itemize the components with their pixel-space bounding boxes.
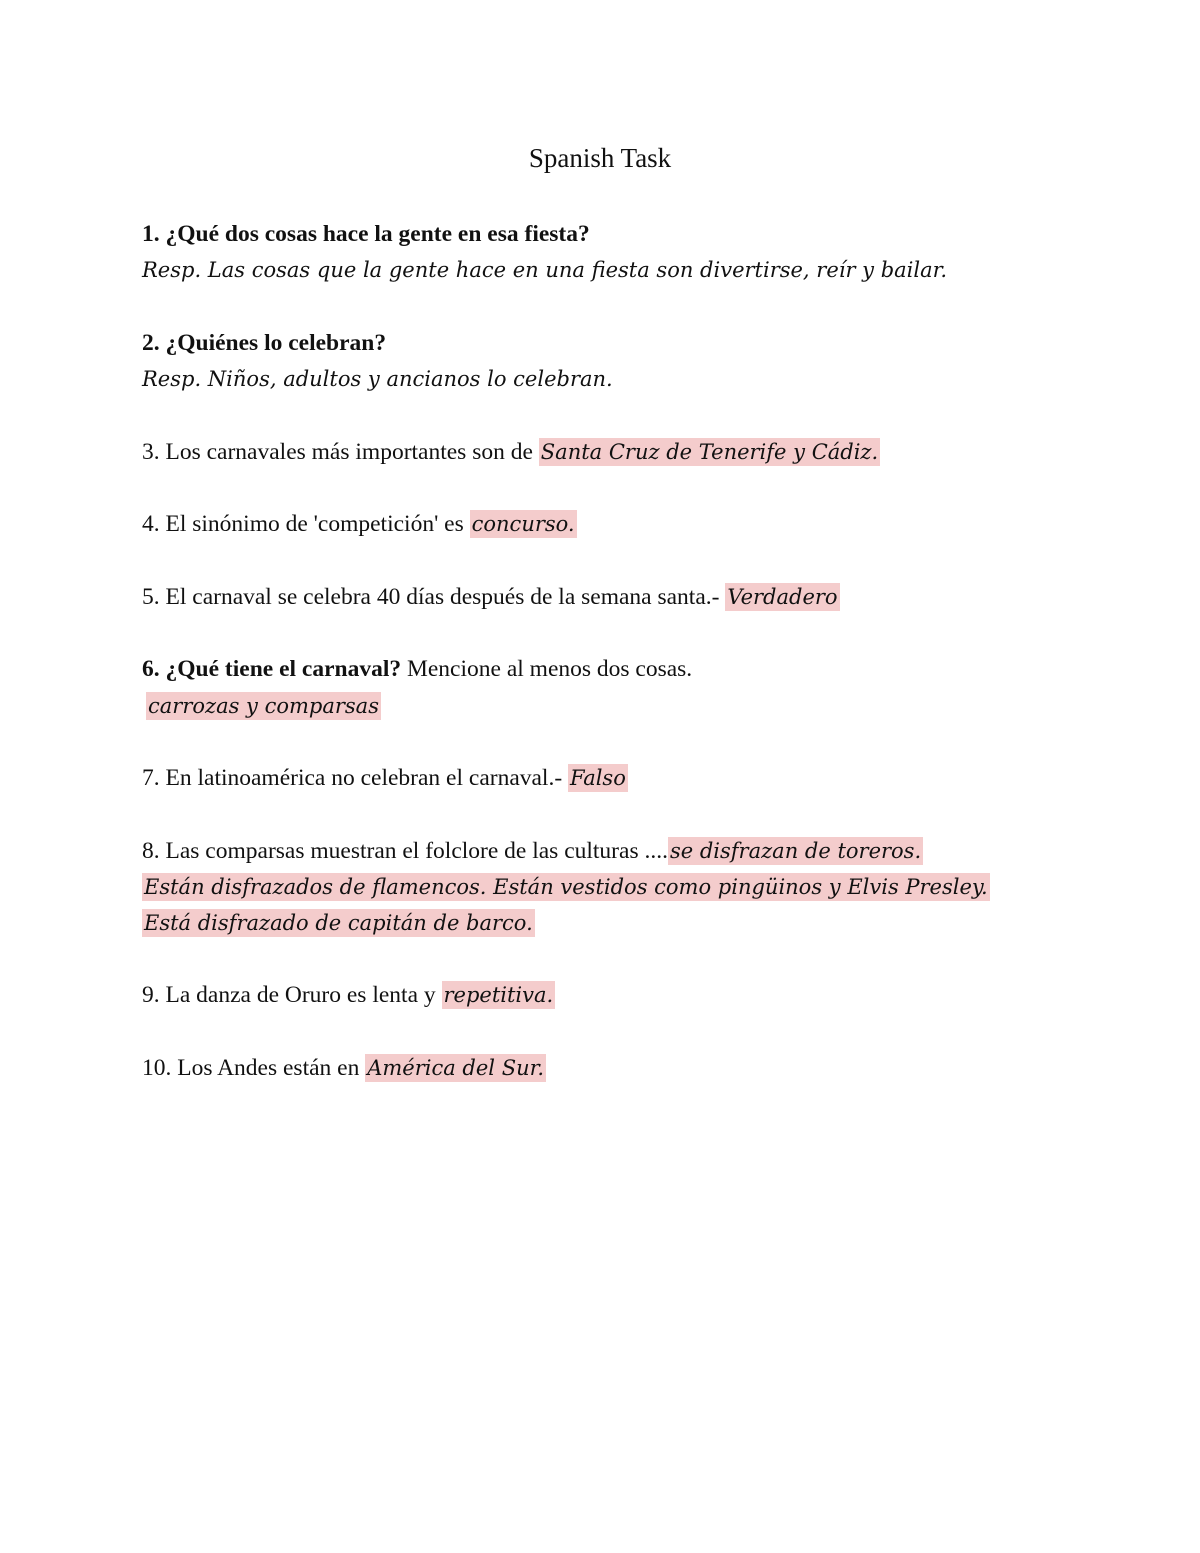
answer-8-line3 bbox=[142, 905, 535, 941]
answer-6 bbox=[146, 688, 381, 724]
answer-7-highlight: Falso bbox=[570, 766, 626, 790]
question-4-text: 4. El sinónimo de 'competición' es bbox=[142, 511, 470, 537]
question-10-text: 10. Los Andes están en bbox=[142, 1055, 366, 1081]
answer-6-highlight: carrozas y comparsas bbox=[148, 694, 379, 718]
answer-3-highlight: Santa Cruz de Tenerife y Cádiz. bbox=[540, 440, 879, 464]
answer-8-highlight-line3: Está disfrazado de capitán de barco. bbox=[144, 911, 533, 935]
answer-1: Resp. Las cosas que la gente hace en una fiesta son divertirse, reír y bailar. bbox=[142, 258, 948, 282]
question-2: 2. ¿Quiénes lo celebran? bbox=[142, 330, 387, 356]
question-6-bold: 6. ¿Qué tiene el carnaval? bbox=[142, 656, 402, 682]
question-8 bbox=[142, 833, 923, 869]
question-5 bbox=[142, 579, 840, 615]
answer-4-highlight: concurso. bbox=[471, 512, 575, 536]
question-7-text: 7. En latinoamérica no celebran el carnaval.- bbox=[142, 765, 569, 791]
document-title: Spanish Task bbox=[528, 143, 672, 173]
answer-2: Resp. Niños, adultos y ancianos lo celebran. bbox=[142, 367, 613, 391]
question-7 bbox=[142, 760, 628, 796]
question-1: 1. ¿Qué dos cosas hace la gente en esa fiesta? bbox=[142, 221, 590, 247]
question-9 bbox=[142, 977, 555, 1013]
answer-8-line2 bbox=[142, 869, 990, 905]
question-6-text: Mencione al menos dos cosas. bbox=[401, 656, 693, 682]
question-3 bbox=[142, 434, 880, 470]
answer-8-highlight-line2: Están disfrazados de flamencos. Están vestidos como pingüinos y Elvis Presley. bbox=[144, 875, 988, 899]
answer-9-highlight: repetitiva. bbox=[443, 983, 554, 1007]
question-5-text: 5. El carnaval se celebra 40 días después de la semana santa.- bbox=[142, 584, 726, 610]
answer-5-highlight: Verdadero bbox=[727, 585, 838, 609]
question-8-text: 8. Las comparsas muestran el folclore de las culturas .... bbox=[142, 838, 668, 864]
answer-8-highlight-line1: se disfrazan de toreros. bbox=[669, 839, 922, 863]
question-9-text: 9. La danza de Oruro es lenta y bbox=[142, 982, 442, 1008]
question-3-text: 3. Los carnavales más importantes son de bbox=[142, 439, 539, 465]
question-6 bbox=[142, 651, 692, 687]
answer-10-highlight: América del Sur. bbox=[367, 1056, 545, 1080]
question-10 bbox=[142, 1050, 546, 1086]
question-4 bbox=[142, 506, 577, 542]
